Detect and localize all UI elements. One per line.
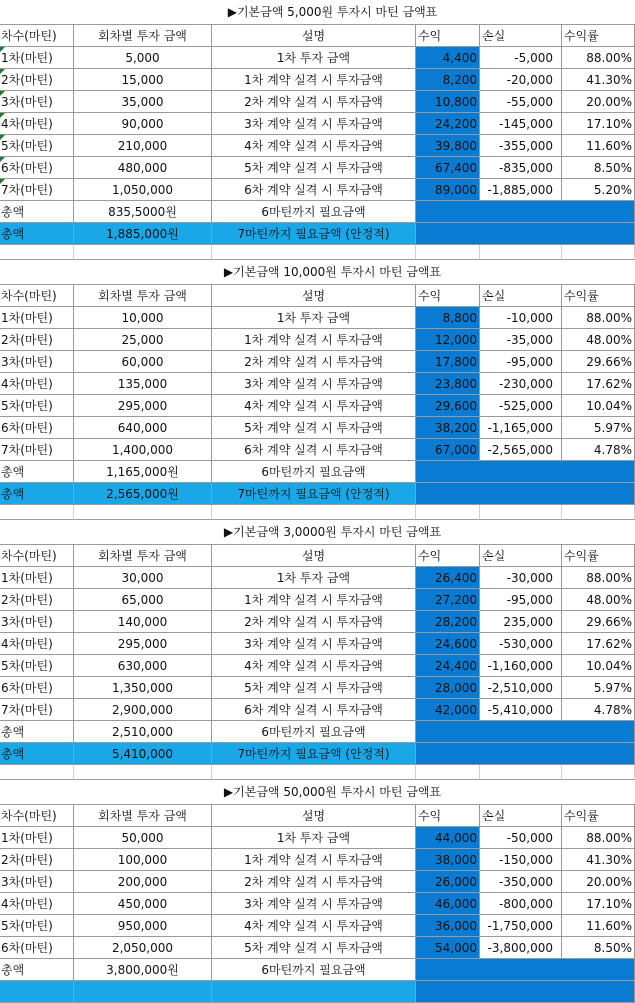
total-note[interactable]: 6마틴까지 필요금액: [212, 461, 416, 483]
profit-cell[interactable]: 27,200: [416, 589, 480, 611]
header-round[interactable]: 차수(마틴): [0, 25, 74, 47]
loss-cell[interactable]: -30,000: [480, 567, 562, 589]
amount-cell[interactable]: 50,000: [74, 827, 212, 849]
header-profit[interactable]: 수익: [416, 285, 480, 307]
rate-cell[interactable]: 4.78%: [562, 699, 635, 721]
empty-cell: [212, 505, 416, 520]
profit-cell[interactable]: 26,000: [416, 871, 480, 893]
empty-cell: [416, 245, 480, 260]
description-cell[interactable]: 2차 계약 실격 시 투자금액: [212, 351, 416, 373]
total-note[interactable]: 7마틴까지 필요금액 (안정적): [212, 743, 416, 765]
table-title: ▶기본금액 3,0000원 투자시 마틴 금액표: [0, 520, 635, 545]
round-cell[interactable]: 2차(마틴): [0, 69, 74, 91]
rate-cell[interactable]: 29.66%: [562, 351, 635, 373]
loss-cell[interactable]: -145,000: [480, 113, 562, 135]
round-cell[interactable]: 5차(마틴): [0, 395, 74, 417]
total-label[interactable]: 총액: [0, 223, 74, 245]
loss-cell[interactable]: -1,165,000: [480, 417, 562, 439]
rate-cell[interactable]: 48.00%: [562, 329, 635, 351]
loss-cell[interactable]: -35,000: [480, 329, 562, 351]
loss-cell[interactable]: -525,000: [480, 395, 562, 417]
empty-cell[interactable]: [74, 981, 212, 1003]
rate-cell[interactable]: 29.66%: [562, 611, 635, 633]
amount-cell[interactable]: 950,000: [74, 915, 212, 937]
empty-cell[interactable]: [0, 981, 74, 1003]
profit-cell[interactable]: 24,600: [416, 633, 480, 655]
description-cell[interactable]: 5차 계약 실격 시 투자금액: [212, 417, 416, 439]
description-cell[interactable]: 3차 계약 실격 시 투자금액: [212, 633, 416, 655]
profit-cell[interactable]: 8,200: [416, 69, 480, 91]
profit-cell[interactable]: 4,400: [416, 47, 480, 69]
rate-cell[interactable]: 17.10%: [562, 113, 635, 135]
table-grid: [0, 285, 635, 505]
amount-cell[interactable]: 200,000: [74, 871, 212, 893]
empty-cell[interactable]: [212, 981, 416, 1003]
header-rate[interactable]: 수익률: [562, 285, 635, 307]
amount-cell[interactable]: 60,000: [74, 351, 212, 373]
loss-cell[interactable]: -95,000: [480, 351, 562, 373]
round-cell[interactable]: 6차(마틴): [0, 937, 74, 959]
round-cell[interactable]: 4차(마틴): [0, 893, 74, 915]
rate-cell[interactable]: 17.62%: [562, 633, 635, 655]
total-value[interactable]: 1,885,000원: [74, 223, 212, 245]
total-note[interactable]: 6마틴까지 필요금액: [212, 721, 416, 743]
rate-cell[interactable]: 5.97%: [562, 677, 635, 699]
amount-cell[interactable]: 90,000: [74, 113, 212, 135]
table-title: ▶기본금액 10,000원 투자시 마틴 금액표: [0, 260, 635, 285]
empty-cell: [0, 505, 74, 520]
round-cell[interactable]: 6차(마틴): [0, 157, 74, 179]
amount-cell[interactable]: 1,050,000: [74, 179, 212, 201]
round-cell[interactable]: 6차(마틴): [0, 417, 74, 439]
amount-cell[interactable]: 450,000: [74, 893, 212, 915]
description-cell[interactable]: 6차 계약 실격 시 투자금액: [212, 699, 416, 721]
total-note[interactable]: 6마틴까지 필요금액: [212, 201, 416, 223]
blue-fill: [416, 959, 635, 981]
header-description[interactable]: 설명: [212, 545, 416, 567]
description-cell[interactable]: 5차 계약 실격 시 투자금액: [212, 937, 416, 959]
loss-cell[interactable]: -5,000: [480, 47, 562, 69]
description-cell[interactable]: 1차 투자 금액: [212, 47, 416, 69]
empty-cell: [562, 765, 635, 780]
blue-fill: [416, 483, 635, 505]
total-value[interactable]: 1,165,000원: [74, 461, 212, 483]
round-cell[interactable]: 3차(마틴): [0, 351, 74, 373]
martin-table-3: [0, 520, 635, 765]
header-description[interactable]: 설명: [212, 285, 416, 307]
header-description[interactable]: 설명: [212, 25, 416, 47]
row-gap: [0, 245, 635, 260]
profit-cell[interactable]: 67,000: [416, 439, 480, 461]
rate-cell[interactable]: 4.78%: [562, 439, 635, 461]
round-cell[interactable]: 7차(마틴): [0, 179, 74, 201]
loss-cell[interactable]: -2,510,000: [480, 677, 562, 699]
rate-cell[interactable]: 41.30%: [562, 69, 635, 91]
description-cell[interactable]: 4차 계약 실격 시 투자금액: [212, 395, 416, 417]
header-amount[interactable]: 회차별 투자 금액: [74, 25, 212, 47]
description-cell[interactable]: 5차 계약 실격 시 투자금액: [212, 677, 416, 699]
rate-cell[interactable]: 11.60%: [562, 135, 635, 157]
loss-cell[interactable]: -150,000: [480, 849, 562, 871]
loss-cell[interactable]: -5,410,000: [480, 699, 562, 721]
profit-cell[interactable]: 36,000: [416, 915, 480, 937]
round-cell[interactable]: 2차(마틴): [0, 329, 74, 351]
round-cell[interactable]: 3차(마틴): [0, 91, 74, 113]
loss-cell[interactable]: -355,000: [480, 135, 562, 157]
row-gap: [0, 505, 635, 520]
profit-cell[interactable]: 8,800: [416, 307, 480, 329]
header-round[interactable]: 차수(마틴): [0, 545, 74, 567]
profit-cell[interactable]: 10,800: [416, 91, 480, 113]
profit-cell[interactable]: 46,000: [416, 893, 480, 915]
empty-cell: [74, 765, 212, 780]
total-value[interactable]: 5,410,000: [74, 743, 212, 765]
header-round[interactable]: 차수(마틴): [0, 805, 74, 827]
loss-cell[interactable]: -1,885,000: [480, 179, 562, 201]
round-cell[interactable]: 4차(마틴): [0, 113, 74, 135]
amount-cell[interactable]: 1,350,000: [74, 677, 212, 699]
header-round[interactable]: 차수(마틴): [0, 285, 74, 307]
header-rate[interactable]: 수익률: [562, 25, 635, 47]
empty-cell: [212, 765, 416, 780]
profit-cell[interactable]: 24,400: [416, 655, 480, 677]
loss-cell[interactable]: -2,565,000: [480, 439, 562, 461]
description-cell[interactable]: 1차 계약 실격 시 투자금액: [212, 849, 416, 871]
profit-cell[interactable]: 12,000: [416, 329, 480, 351]
empty-cell: [416, 505, 480, 520]
blue-fill: [416, 461, 635, 483]
amount-cell[interactable]: 2,050,000: [74, 937, 212, 959]
header-amount[interactable]: 회차별 투자 금액: [74, 805, 212, 827]
empty-cell: [480, 245, 562, 260]
header-loss[interactable]: 손실: [480, 25, 562, 47]
amount-cell[interactable]: 5,000: [74, 47, 212, 69]
amount-cell[interactable]: 480,000: [74, 157, 212, 179]
description-cell[interactable]: 1차 계약 실격 시 투자금액: [212, 589, 416, 611]
rate-cell[interactable]: 20.00%: [562, 91, 635, 113]
profit-cell[interactable]: 38,200: [416, 417, 480, 439]
description-cell[interactable]: 2차 계약 실격 시 투자금액: [212, 611, 416, 633]
empty-cell: [480, 505, 562, 520]
total-note[interactable]: 7마틴까지 필요금액 (안정적): [212, 223, 416, 245]
empty-cell: [212, 245, 416, 260]
empty-cell: [562, 505, 635, 520]
header-profit[interactable]: 수익: [416, 805, 480, 827]
description-cell[interactable]: 1차 투자 금액: [212, 567, 416, 589]
loss-cell[interactable]: -350,000: [480, 871, 562, 893]
description-cell[interactable]: 1차 계약 실격 시 투자금액: [212, 329, 416, 351]
loss-cell[interactable]: -800,000: [480, 893, 562, 915]
description-cell[interactable]: 1차 투자 금액: [212, 827, 416, 849]
loss-cell[interactable]: -835,000: [480, 157, 562, 179]
profit-cell[interactable]: 26,400: [416, 567, 480, 589]
empty-cell: [0, 765, 74, 780]
rate-cell[interactable]: 8.50%: [562, 157, 635, 179]
total-label[interactable]: 총액: [0, 721, 74, 743]
amount-cell[interactable]: 100,000: [74, 849, 212, 871]
blue-fill: [416, 201, 635, 223]
profit-cell[interactable]: 67,400: [416, 157, 480, 179]
loss-cell[interactable]: -10,000: [480, 307, 562, 329]
header-description[interactable]: 설명: [212, 805, 416, 827]
description-cell[interactable]: 4차 계약 실격 시 투자금액: [212, 915, 416, 937]
total-value[interactable]: 3,800,000원: [74, 959, 212, 981]
loss-cell[interactable]: -530,000: [480, 633, 562, 655]
rate-cell[interactable]: 11.60%: [562, 915, 635, 937]
header-rate[interactable]: 수익률: [562, 805, 635, 827]
total-value[interactable]: 2,565,000원: [74, 483, 212, 505]
martin-table-4: [0, 780, 635, 1003]
profit-cell[interactable]: 54,000: [416, 937, 480, 959]
loss-cell[interactable]: -20,000: [480, 69, 562, 91]
amount-cell[interactable]: 135,000: [74, 373, 212, 395]
profit-cell[interactable]: 39,800: [416, 135, 480, 157]
table-title: ▶기본금액 5,000원 투자시 마틴 금액표: [0, 0, 635, 25]
rate-cell[interactable]: 88.00%: [562, 307, 635, 329]
round-cell[interactable]: 2차(마틴): [0, 849, 74, 871]
table-grid: [0, 805, 635, 1003]
profit-cell[interactable]: 17,800: [416, 351, 480, 373]
total-label[interactable]: 총액: [0, 201, 74, 223]
amount-cell[interactable]: 25,000: [74, 329, 212, 351]
rate-cell[interactable]: 20.00%: [562, 871, 635, 893]
martin-table-1: [0, 0, 635, 245]
profit-cell[interactable]: 28,200: [416, 611, 480, 633]
round-cell[interactable]: 3차(마틴): [0, 611, 74, 633]
total-label[interactable]: 총액: [0, 483, 74, 505]
description-cell[interactable]: 3차 계약 실격 시 투자금액: [212, 373, 416, 395]
description-cell[interactable]: 1차 계약 실격 시 투자금액: [212, 69, 416, 91]
rate-cell[interactable]: 17.10%: [562, 893, 635, 915]
rate-cell[interactable]: 8.50%: [562, 937, 635, 959]
table-grid: [0, 545, 635, 765]
loss-cell[interactable]: -1,160,000: [480, 655, 562, 677]
amount-cell[interactable]: 295,000: [74, 633, 212, 655]
amount-cell[interactable]: 1,400,000: [74, 439, 212, 461]
rate-cell[interactable]: 17.62%: [562, 373, 635, 395]
total-value[interactable]: 835,5000원: [74, 201, 212, 223]
amount-cell[interactable]: 65,000: [74, 589, 212, 611]
round-cell[interactable]: 5차(마틴): [0, 135, 74, 157]
round-cell[interactable]: 5차(마틴): [0, 915, 74, 937]
rate-cell[interactable]: 41.30%: [562, 849, 635, 871]
rate-cell[interactable]: 10.04%: [562, 395, 635, 417]
profit-cell[interactable]: 42,000: [416, 699, 480, 721]
profit-cell[interactable]: 23,800: [416, 373, 480, 395]
martin-table-2: [0, 260, 635, 505]
header-loss[interactable]: 손실: [480, 805, 562, 827]
amount-cell[interactable]: 140,000: [74, 611, 212, 633]
total-label[interactable]: 총액: [0, 959, 74, 981]
header-loss[interactable]: 손실: [480, 545, 562, 567]
amount-cell[interactable]: 210,000: [74, 135, 212, 157]
amount-cell[interactable]: 10,000: [74, 307, 212, 329]
round-cell[interactable]: 1차(마틴): [0, 307, 74, 329]
amount-cell[interactable]: 30,000: [74, 567, 212, 589]
loss-cell[interactable]: -1,750,000: [480, 915, 562, 937]
round-cell[interactable]: 6차(마틴): [0, 677, 74, 699]
amount-cell[interactable]: 295,000: [74, 395, 212, 417]
round-cell[interactable]: 7차(마틴): [0, 439, 74, 461]
total-note[interactable]: 6마틴까지 필요금액: [212, 959, 416, 981]
rate-cell[interactable]: 88.00%: [562, 47, 635, 69]
empty-cell: [74, 505, 212, 520]
rate-cell[interactable]: 48.00%: [562, 589, 635, 611]
total-note[interactable]: 7마틴까지 필요금액 (안정적): [212, 483, 416, 505]
description-cell[interactable]: 1차 투자 금액: [212, 307, 416, 329]
blue-fill: [416, 743, 635, 765]
round-cell[interactable]: 7차(마틴): [0, 699, 74, 721]
empty-cell: [416, 765, 480, 780]
empty-cell: [0, 245, 74, 260]
description-cell[interactable]: 3차 계약 실격 시 투자금액: [212, 113, 416, 135]
header-rate[interactable]: 수익률: [562, 545, 635, 567]
rate-cell[interactable]: 5.97%: [562, 417, 635, 439]
loss-cell[interactable]: -230,000: [480, 373, 562, 395]
amount-cell[interactable]: 2,900,000: [74, 699, 212, 721]
header-amount[interactable]: 회차별 투자 금액: [74, 545, 212, 567]
amount-cell[interactable]: 35,000: [74, 91, 212, 113]
description-cell[interactable]: 2차 계약 실격 시 투자금액: [212, 871, 416, 893]
round-cell[interactable]: 1차(마틴): [0, 827, 74, 849]
profit-cell[interactable]: 89,000: [416, 179, 480, 201]
description-cell[interactable]: 5차 계약 실격 시 투자금액: [212, 157, 416, 179]
loss-cell[interactable]: -50,000: [480, 827, 562, 849]
table-title: ▶기본금액 50,000원 투자시 마틴 금액표: [0, 780, 635, 805]
blue-fill: [416, 981, 635, 1003]
round-cell[interactable]: 3차(마틴): [0, 871, 74, 893]
amount-cell[interactable]: 15,000: [74, 69, 212, 91]
rate-cell[interactable]: 88.00%: [562, 567, 635, 589]
loss-cell[interactable]: 235,000: [480, 611, 562, 633]
rate-cell[interactable]: 88.00%: [562, 827, 635, 849]
header-profit[interactable]: 수익: [416, 25, 480, 47]
round-cell[interactable]: 4차(마틴): [0, 633, 74, 655]
loss-cell[interactable]: -55,000: [480, 91, 562, 113]
amount-cell[interactable]: 640,000: [74, 417, 212, 439]
amount-cell[interactable]: 630,000: [74, 655, 212, 677]
profit-cell[interactable]: 24,200: [416, 113, 480, 135]
round-cell[interactable]: 5차(마틴): [0, 655, 74, 677]
description-cell[interactable]: 4차 계약 실격 시 투자금액: [212, 135, 416, 157]
rate-cell[interactable]: 10.04%: [562, 655, 635, 677]
header-loss[interactable]: 손실: [480, 285, 562, 307]
round-cell[interactable]: 2차(마틴): [0, 589, 74, 611]
description-cell[interactable]: 3차 계약 실격 시 투자금액: [212, 893, 416, 915]
blue-fill: [416, 721, 635, 743]
profit-cell[interactable]: 29,600: [416, 395, 480, 417]
header-amount[interactable]: 회차별 투자 금액: [74, 285, 212, 307]
total-value[interactable]: 2,510,000: [74, 721, 212, 743]
profit-cell[interactable]: 38,000: [416, 849, 480, 871]
description-cell[interactable]: 2차 계약 실격 시 투자금액: [212, 91, 416, 113]
row-gap: [0, 765, 635, 780]
total-label[interactable]: 총액: [0, 743, 74, 765]
blue-fill: [416, 223, 635, 245]
profit-cell[interactable]: 44,000: [416, 827, 480, 849]
total-label[interactable]: 총액: [0, 461, 74, 483]
round-cell[interactable]: 1차(마틴): [0, 47, 74, 69]
profit-cell[interactable]: 28,000: [416, 677, 480, 699]
rate-cell[interactable]: 5.20%: [562, 179, 635, 201]
description-cell[interactable]: 6차 계약 실격 시 투자금액: [212, 179, 416, 201]
empty-cell: [74, 245, 212, 260]
description-cell[interactable]: 6차 계약 실격 시 투자금액: [212, 439, 416, 461]
loss-cell[interactable]: -3,800,000: [480, 937, 562, 959]
round-cell[interactable]: 4차(마틴): [0, 373, 74, 395]
description-cell[interactable]: 4차 계약 실격 시 투자금액: [212, 655, 416, 677]
header-profit[interactable]: 수익: [416, 545, 480, 567]
loss-cell[interactable]: -95,000: [480, 589, 562, 611]
empty-cell: [480, 765, 562, 780]
empty-cell: [562, 245, 635, 260]
table-grid: [0, 25, 635, 245]
round-cell[interactable]: 1차(마틴): [0, 567, 74, 589]
